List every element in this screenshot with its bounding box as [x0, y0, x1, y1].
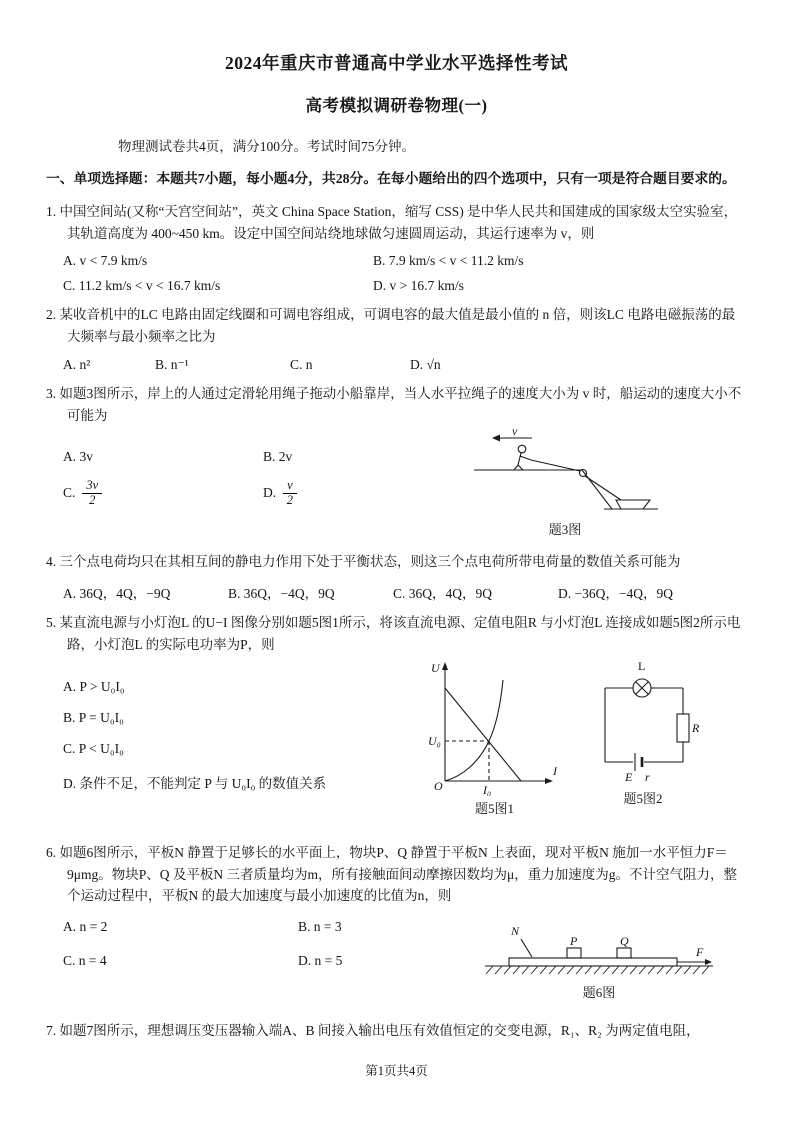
q2-option-b: B. n⁻¹: [155, 357, 189, 373]
q6-plank-blocks-diagram: [485, 922, 713, 980]
origin-label: O: [434, 779, 443, 794]
q2-body: 某收音机中的LC 电路由固定线圈和可调电容组成，可调电容的最大值是最小值的 n 倍，则该LC 电路电磁振荡的最大频率与最小频率之比为: [59, 307, 736, 345]
q3-figure-caption: 题3图: [548, 522, 582, 538]
q1-option-a: A. v < 7.9 km/s: [63, 253, 148, 269]
question-2: [46, 304, 747, 373]
q5-option-a: A. P > U₀I₀: [63, 678, 125, 694]
q3-option-b: B. 2v: [263, 448, 293, 464]
question-7-text: [46, 1020, 747, 1042]
q5-figure-2-caption: 题5图2: [623, 791, 663, 807]
internal-resistance-label: r: [645, 770, 650, 785]
q1-options-row-1: [46, 253, 747, 269]
u-axis-arrowhead: [442, 662, 448, 670]
lamp-label: L: [638, 659, 646, 674]
q5-circuit-diagram: [587, 658, 699, 786]
q4-number: 4.: [46, 554, 57, 570]
q3-option-a: A. 3v: [63, 448, 93, 464]
question-7: [46, 1020, 747, 1042]
plank-label: N: [511, 923, 520, 938]
q6-option-d: D. n = 5: [298, 953, 343, 969]
q4-option-b: B. 36Q，−4Q，9Q: [228, 586, 335, 602]
q5-option-b: B. P = U₀I₀: [63, 709, 124, 725]
i-axis-arrowhead: [545, 778, 553, 784]
question-5-text: [46, 612, 747, 656]
force-label: F: [696, 944, 704, 959]
q4-body: 三个点电荷均只在其相互间的静电力作用下处于平衡状态，则这三个点电荷所带电荷量的数值关系可能为: [59, 554, 681, 570]
question-6-text: [46, 842, 747, 908]
q1-options-row-2: [46, 278, 747, 294]
question-1: [46, 201, 747, 295]
q4-options-row: [46, 582, 747, 602]
force-arrowhead: [705, 959, 712, 965]
question-5: [46, 612, 747, 832]
q5-figure-2: [587, 658, 699, 807]
block-q-label: Q: [620, 933, 629, 948]
q3-figure: [470, 425, 660, 538]
q2-option-d: D. √n: [410, 357, 441, 373]
question-1-text: [46, 201, 747, 245]
q1-number: 1.: [46, 203, 57, 219]
exam-note: 物理测试卷共4页，满分100分。考试时间75分钟。: [118, 139, 415, 154]
emf-label: E: [625, 770, 633, 785]
q4-option-a: A. 36Q，4Q，−9Q: [63, 586, 171, 602]
q4-option-d: D. −36Q，−4Q，9Q: [558, 586, 673, 602]
q5-figure-1: [427, 656, 562, 817]
rope-speed-label: v: [512, 425, 518, 439]
q1-option-c: C. 11.2 km/s < v < 16.7 km/s: [63, 278, 221, 294]
q5-option-c: C. P < U₀I₀: [63, 740, 124, 756]
question-4-text: [46, 551, 747, 573]
q3-option-d-fraction: [283, 479, 297, 508]
q6-option-b: B. n = 3: [298, 919, 342, 935]
q5-options: [46, 664, 326, 832]
q1-option-b: B. 7.9 km/s < v < 11.2 km/s: [373, 253, 524, 269]
q6-figure: [485, 922, 713, 1001]
q3-option-c: [63, 479, 263, 508]
question-4: [46, 551, 747, 602]
u0-label: U₀: [428, 734, 441, 749]
q3-boat-pulley-diagram: [470, 425, 660, 517]
question-2-text: [46, 304, 747, 348]
q3-body: 如题3图所示，岸上的人通过定滑轮用绳子拖动小船靠岸，当人水平拉绳子的速度大小为 v 时，船运动的速度大小不可能为: [59, 386, 742, 424]
q5-ui-graph: [427, 656, 562, 796]
page-footer: 第1页共4页: [365, 1064, 428, 1078]
q2-option-a: A. n²: [63, 357, 91, 373]
q3-option-d: [263, 479, 299, 508]
exam-subtitle: 高考模拟调研卷物理(一): [305, 96, 488, 115]
question-3: [46, 383, 747, 541]
q3-option-c-label: C.: [63, 485, 76, 501]
u-axis-label: U: [431, 661, 440, 676]
q3-option-d-denominator: 2: [286, 492, 294, 507]
q6-option-a: A. n = 2: [63, 919, 108, 935]
q3-number: 3.: [46, 386, 57, 402]
q3-option-c-fraction: [82, 479, 102, 508]
i0-label: I₀: [483, 783, 492, 797]
q3-option-d-numerator: v: [283, 479, 297, 494]
q3-option-c-numerator: 3v: [82, 479, 102, 494]
block-p-label: P: [570, 933, 578, 948]
resistor-label: R: [692, 721, 699, 736]
q2-number: 2.: [46, 307, 57, 323]
q2-option-c: C. n: [290, 357, 313, 373]
section-header: 一、单项选择题：本题共7小题，每小题4分，共28分。在每小题给出的四个选项中，只有一项是符合题目要求的。: [46, 171, 736, 186]
q4-option-c: C. 36Q，4Q，9Q: [393, 586, 493, 602]
q1-option-d: D. v > 16.7 km/s: [373, 278, 464, 294]
q2-options-row: [46, 357, 747, 373]
q6-body: 如题6图所示，平板N 静置于足够长的水平面上，物块P、Q 静置于平板N 上表面，现对平板N 施加一水平恒力F＝9μmg。物块P、Q 及平板N 三者质量均为m，所有接触面间动摩擦因数均为μ，重力加速度为g。不计空气阻力，整个运动过程中，平板N 的最大加速度与最小加速度的比值为n，则: [59, 844, 737, 904]
question-3-text: [46, 383, 747, 427]
rope-speed-arrowhead: [492, 435, 500, 442]
q6-number: 6.: [46, 844, 57, 860]
q7-body: 如题7图所示，理想调压变压器输入端A、B 间接入输出电压有效值恒定的交变电源，R₁、R₂ 为两定值电阻，: [59, 1022, 700, 1038]
exam-title: 2024年重庆市普通高中学业水平选择性考试: [225, 53, 568, 73]
q7-number: 7.: [46, 1022, 57, 1038]
q3-option-c-denominator: 2: [89, 492, 96, 507]
q1-body: 中国空间站(又称“天宫空间站”，英文 China Space Station，缩写 CSS) 是中华人民共和国建成的国家级太空实验室，其轨道高度为 400~450 km。设定中国空间站绕地球做匀速圆周运动，其运行速率为 v，则: [59, 203, 738, 241]
q5-number: 5.: [46, 615, 57, 631]
q5-figure-1-caption: 题5图1: [474, 801, 514, 817]
i-axis-label: I: [553, 764, 557, 779]
q6-option-c: C. n = 4: [63, 953, 107, 969]
q6-figure-caption: 题6图: [582, 984, 616, 1000]
question-6: [46, 842, 747, 1006]
q5-option-d: D. 条件不足，不能判定 P 与 U₀I₀ 的数值关系: [63, 775, 327, 791]
q5-body: 某直流电源与小灯泡L 的U−I 图像分别如题5图1所示，将该直流电源、定值电阻R 与小灯泡L 连接成如题5图2所示电路，小灯泡L 的实际电功率为P，则: [59, 615, 741, 652]
q3-option-d-label: D.: [263, 485, 277, 501]
